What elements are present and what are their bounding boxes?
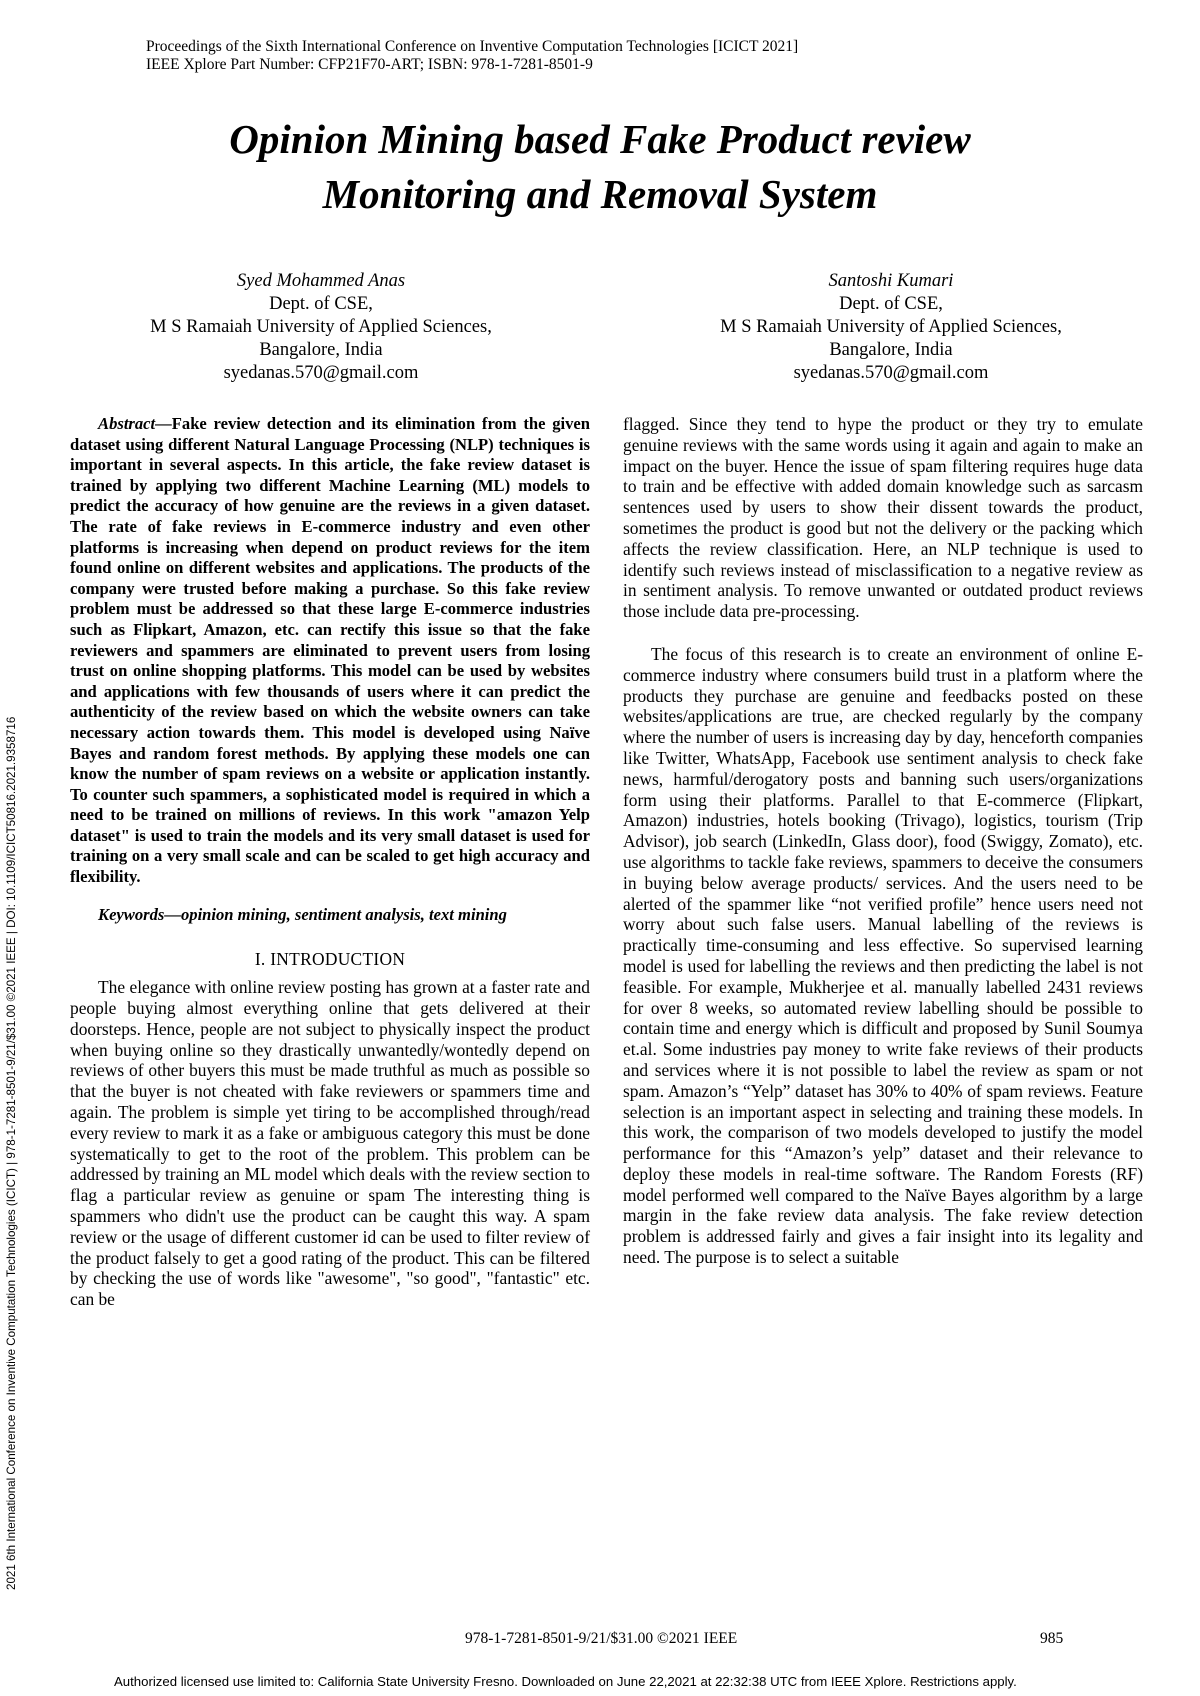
title-line-2: Monitoring and Removal System <box>322 171 878 217</box>
author-institution: M S Ramaiah University of Applied Sciences, <box>720 317 1062 337</box>
author-location: Bangalore, India <box>259 340 383 360</box>
intro-paragraph-1-continued: flagged. Since they tend to hype the product or they try to emulate genuine reviews with the same words using it again and again to make an impact on the buyer. Hence the issue of spam filtering requires huge data to train and be effective with added domain knowledge such as sarcasm sentences used by users to show their dissent towards the product, sometimes the product is good but not the delivery or the packing which affects the review classification. Here, an NLP technique is used to identify such reviews instead of misclassification to a negative review as in sentiment analysis. To remove unwanted or outdated product reviews those include data pre-processing. <box>623 414 1143 622</box>
intro-paragraph-1: The elegance with online review posting has grown at a faster rate and people buying almost everything online that gets delivered at their doorsteps. Hence, people are not subject to physically inspect the product when buying online so they drastically unwantedly/wontedly depend on reviews of other buyers this must be made truthful as much as possible so that the buyer is not cheated with fake reviewers or spammers time and again. The problem is simple yet tiring to be accomplished through/read every review to mark it as a fake or ambiguous category this must be done systematically to get to the root of the problem. This problem can be addressed by training an ML model which deals with the review section to flag a particular review as genuine or spam The interesting thing is spammers who didn't use the product can be caught this way. A spam review or the usage of different customer id can be used to filter review of the product falsely to get a good rating of the product. This can be filtered by checking the use of words like "awesome", "so good", "fantastic" etc. can be <box>70 977 590 1310</box>
paper-title <box>60 112 1140 222</box>
author-location: Bangalore, India <box>829 340 953 360</box>
keywords-text: —opinion mining, sentiment analysis, text mining <box>164 904 507 924</box>
footer-copyright: 978-1-7281-8501-9/21/$31.00 ©2021 IEEE <box>465 1630 738 1647</box>
intro-paragraph-2: The focus of this research is to create an environment of online E-commerce industry where consumers build trust in a platform where the products they purchase are genuine and feedbacks posted on these websites/applications are true, are checked regularly by the company where the number of users is increasing day by day, henceforth companies like Twitter, WhatsApp, Facebook use sentiment analysis to check fake news, harmful/derogatory posts and banning such users/organizations form using their platforms. Parallel to that E-commerce (Flipkart, Amazon) industries, hotels booking (Trivago), logistics, tourism (Trip Advisor), job search (LinkedIn, Glass door), food (Swiggy, Zomato), etc. use algorithms to tackle fake reviews, spammers to deceive the consumers in buying below average products/ services. And the users need to be alerted of the spammer like “not verified profile” hence users need not worry about such false users. Manual labelling of the reviews is practically time-consuming and less effective. So supervised learning model is used for labelling the reviews and then predicting the label is not feasible. For example, Mukherjee et al. manually labelled 2431 reviews for over 8 weeks, so automated review labelling should be possible to contain time and energy which is difficult and proposed by Sunil Soumya et.al. Some industries pay money to write fake reviews of their products and services where it is not possible to label the review as spam or not spam. Amazon’s “Yelp” dataset has 30% to 40% of spam reviews. Feature selection is an important aspect in selecting and training these models. In this work, the comparison of two models developed to justify the model performance for this “Amazon’s yelp” dataset and their relevance to deploy these models in real-time software. The Random Forests (RF) model performed well compared to the Naïve Bayes algorithm by a large margin in the fake review data analysis. The fake review detection problem is addressed fairly and gives a fair insight into its legality and need. The purpose is to select a suitable <box>623 643 1143 1268</box>
license-notice: Authorized licensed use limited to: California State University Fresno. Downloaded on June 22,2021 at 22:32:38 UTC from IEEE Xplore. Restrictions apply. <box>114 1674 1017 1689</box>
author-dept: Dept. of CSE, <box>839 294 943 314</box>
proceedings-header: Proceedings of the Sixth International Conference on Inventive Computation Technologies [ICICT 2021] <box>146 38 799 55</box>
author-email: syedanas.570@gmail.com <box>793 363 989 383</box>
abstract <box>70 414 590 888</box>
author-name: Syed Mohammed Anas <box>236 271 406 291</box>
right-column <box>623 414 1143 1268</box>
abstract-label: Abstract <box>98 414 156 433</box>
left-column <box>70 414 590 1310</box>
author-block-1 <box>91 270 551 385</box>
title-line-1: Opinion Mining based Fake Product review <box>229 116 971 162</box>
keywords <box>70 905 590 926</box>
abstract-text: —Fake review detection and its elimination from the given dataset using different Natural Language Processing (NLP) techniques is important in several aspects. In this article, the fake review dataset is trained by applying two different Machine Learning (ML) models to predict the accuracy of how genuine are the reviews in a given dataset. The rate of fake reviews in E-commerce industry and even other platforms is increasing when depend on product reviews for the item found online on different websites and applications. The products of the company were trusted before making a purchase. So this fake review problem must be addressed so that these large E-commerce industries such as Flipkart, Amazon, etc. can rectify this issue so that the fake reviewers and spammers are eliminated to prevent users from losing trust on online shopping platforms. This model can be used by websites and applications with few thousands of users where it can predict the authenticity of the review based on which the website owners can take necessary action towards them. This model is developed using Naïve Bayes and random forest methods. By applying these models one can know the number of spam reviews on a website or application instantly. To counter such spammers, a sophisticated model is required in which a need to be trained on millions of reviews. In this work "amazon Yelp dataset" is used to train the models and its very small dataset is used for training on a very small scale and can be scaled to get high accuracy and flexibility. <box>70 414 590 887</box>
author-name: Santoshi Kumari <box>828 271 954 291</box>
author-dept: Dept. of CSE, <box>269 294 373 314</box>
doi-sidebar: 2021 6th International Conference on Inventive Computation Technologies (ICICT) | 978-1-7281-8501-9/21/$31.00 ©2021 IEEE | DOI: 10.1109/ICICT50816.2021.9358716 <box>5 716 18 1590</box>
part-number-header: IEEE Xplore Part Number: CFP21F70-ART; ISBN: 978-1-7281-8501-9 <box>146 56 593 73</box>
author-institution: M S Ramaiah University of Applied Sciences, <box>150 317 492 337</box>
section-heading-introduction: I. INTRODUCTION <box>254 949 406 970</box>
author-block-2 <box>661 270 1121 385</box>
keywords-label: Keywords <box>98 904 165 924</box>
author-email: syedanas.570@gmail.com <box>223 363 419 383</box>
page-number: 985 <box>1040 1630 1064 1647</box>
